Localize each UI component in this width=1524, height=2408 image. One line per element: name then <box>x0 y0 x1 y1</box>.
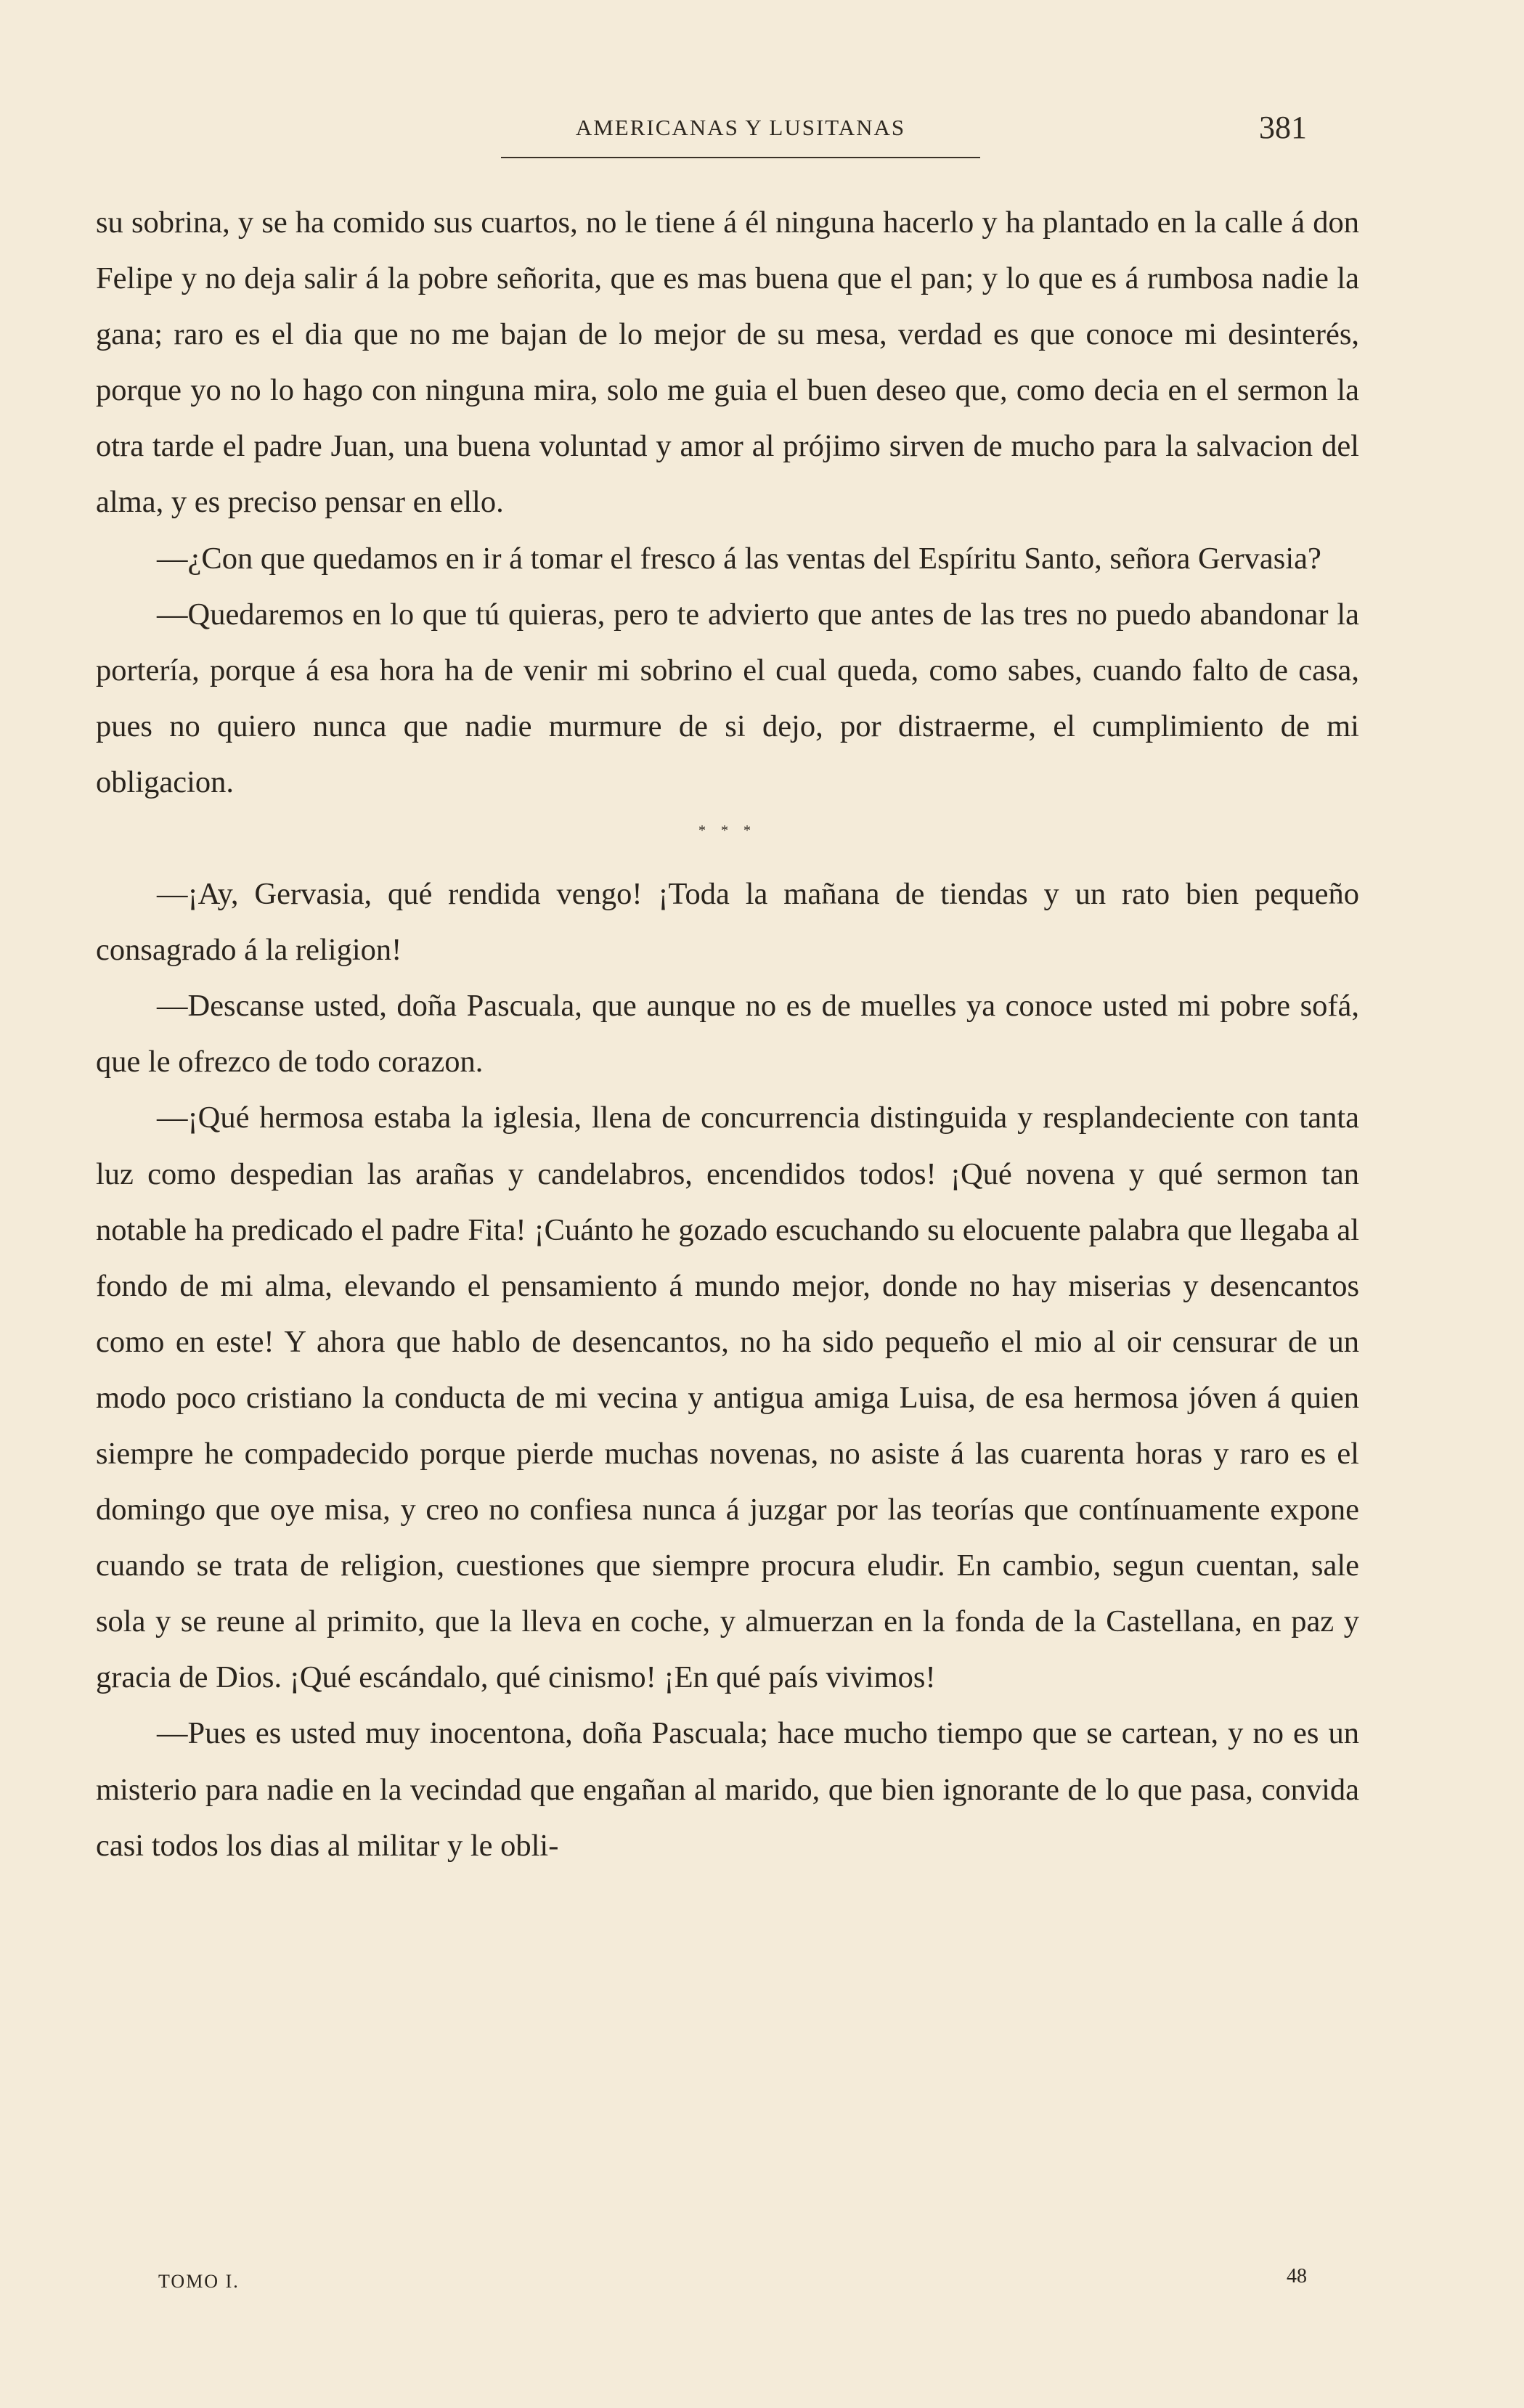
volume-label: TOMO I. <box>158 2271 240 2292</box>
header-rule <box>501 157 980 158</box>
paragraph: —¡Qué hermosa estaba la iglesia, llena de concurrencia distinguida y resplandeciente con tanta luz como despedian las arañas y candelabros, encendidos todos! ¡Qué novena y qué sermon tan notable ha predicado el padre Fita! ¡Cuánto he gozado escuchando su elocuente palabra que llegaba al fondo de mi alma, elevando el pensamiento á mundo mejor, donde no hay miserias y desencantos como en este! Y ahora que hablo de desencantos, no ha sido pequeño el mio al oir censurar de un modo poco cristiano la conducta de mi vecina y antigua amiga Luisa, de esa hermosa jóven á quien siempre he compadecido porque pierde muchas novenas, no asiste á las cuarenta horas y raro es el domingo que oye misa, y creo no confiesa nunca á juzgar por las teorías que contínuamente expone cuando se trata de religion, cuestiones que siempre procura eludir. En cambio, segun cuentan, sale sola y se reune al primito, que la lleva en coche, y almuerzan en la fonda de la Castellana, en paz y gracia de Dios. ¡Qué escándalo, qué cinismo! ¡En qué país vivimos! <box>96 1101 1359 1695</box>
paragraph: —¿Con que quedamos en ir á tomar el fresco á las ventas del Espíritu Santo, señora Gervasia? <box>157 541 1321 576</box>
signature-mark: 48 <box>1287 2265 1307 2287</box>
paragraph: su sobrina, y se ha comido sus cuartos, no le tiene á él ninguna hacerlo y ha plantado en la calle á don Felipe y no deja salir á la pobre señorita, que es mas buena que el pan; y lo que es á rumbosa nadie la gana; raro es el dia que no me bajan de lo mejor de su mesa, verdad es que conoce mi desinterés, porque yo no lo hago con ninguna mira, solo me guia el buen deseo que, como decia en el sermon la otra tarde el padre Juan, una buena voluntad y amor al prójimo sirven de mucho para la salvacion del alma, y es preciso pensar en ello. <box>96 205 1359 520</box>
paragraph: —Pues es usted muy inocentona, doña Pascuala; hace mucho tiempo que se cartean, y no es un misterio para nadie en la vecindad que engañan al marido, que bien ignorante de lo que pasa, convida casi todos los dias al militar y le obli- <box>96 1716 1359 1863</box>
page-number: 381 <box>1259 110 1307 145</box>
paragraph: —Descanse usted, doña Pascuala, que aunque no es de muelles ya conoce usted mi pobre sofá, que le ofrezco de todo corazon. <box>96 989 1359 1079</box>
section-break-text: * * * <box>698 823 757 839</box>
paragraph: —Quedaremos en lo que tú quieras, pero te advierto que antes de las tres no puedo abandonar la portería, porque á esa hora ha de venir mi sobrino el cual queda, como sabes, cuando falto de casa, pues no quiero nunca que nadie murmure de si dejo, por distraerme, el cumplimiento de mi obligacion. <box>96 597 1359 799</box>
section-break <box>96 810 1359 866</box>
body-text <box>96 195 1359 1874</box>
paragraph: —¡Ay, Gervasia, qué rendida vengo! ¡Toda la mañana de tiendas y un rato bien pequeño consagrado á la religion! <box>96 877 1359 968</box>
running-title: AMERICANAS Y LUSITANAS <box>575 115 906 140</box>
